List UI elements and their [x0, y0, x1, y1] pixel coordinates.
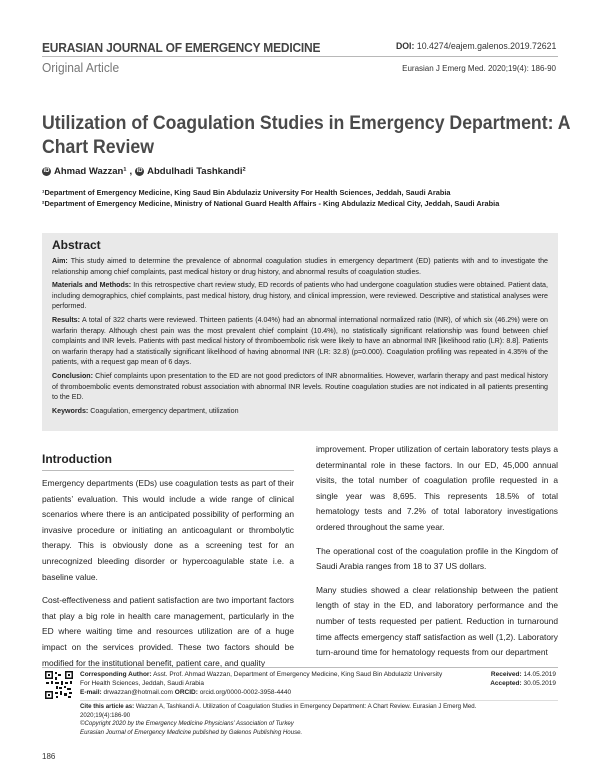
footer-divider — [42, 667, 558, 668]
email-label: E-mail: — [80, 688, 102, 696]
copyright-line: ©Copyright 2020 by the Emergency Medicine Physicians’ Association of Turkey — [80, 720, 294, 728]
intro-paragraph-5: Many studies showed a clear relationship between the patient length of stay in the ED, and laboratory performance and the number of tests requested per patient. Reduction in turnaround time affects emergency staff satisfaction as well (1,2). Laboratory turn-around time for hematology requests from our department — [316, 584, 558, 658]
results-label: Results: — [52, 315, 80, 324]
keywords-label: Keywords: — [52, 406, 89, 415]
intro-paragraph-3: improvement. Proper utilization of certain laboratory tests plays a determinantal role in these factors. In our ED, 45,000 annual visits, the total number of coagulation profile requested in a single year was 8,695. This represents 18.5% of total hematology tests and 7.2% of total laboratory investigations ordered throughout the same year. — [316, 444, 558, 532]
left-column — [42, 476, 294, 679]
orcid-label: ORCID: — [174, 688, 198, 696]
author-1: Ahmad Wazzan¹ — [54, 166, 127, 177]
methods-label: Materials and Methods: — [52, 281, 132, 290]
abstract-results — [52, 315, 548, 368]
orcid-icon[interactable]: iD — [136, 168, 143, 174]
qr-code-icon[interactable] — [44, 670, 74, 700]
title-line-2: Chart Review — [42, 137, 154, 158]
abstract-heading: Abstract — [52, 238, 101, 252]
journal-citation: Eurasian J Emerg Med. 2020;19(4): 186-90 — [402, 64, 556, 73]
introduction-heading: Introduction — [42, 452, 112, 466]
abstract-methods — [52, 280, 548, 312]
conclusion-text: Chief complaints upon presentation to the ED are not good predictors of INR abnormalities. However, warfarin therapy and past medical history of thromboembolic events demonstrated robust association with abnormal INR levels. Routine coagulation studies are not indicated in all patients presenting to the ED. — [52, 371, 548, 402]
conclusion-label: Conclusion: — [52, 371, 93, 380]
introduction-divider — [42, 470, 294, 471]
received-date: 14.05.2019 — [523, 671, 556, 678]
doi-value[interactable]: 10.4274/eajem.galenos.2019.72621 — [416, 41, 556, 52]
footer-subdivider — [80, 700, 558, 701]
aim-text: This study aimed to determine the prevalence of abnormal coagulation studies in emergency department (ED) patients with and to investigate the relationship among chief complaints, past medical history or drug history, and abnormal results of coagulation studies. — [52, 257, 548, 276]
orcid-link[interactable]: orcid.org/0000-0002-3958-4440 — [199, 688, 292, 696]
received-label: Received: — [490, 671, 522, 678]
header-divider — [42, 56, 558, 57]
abstract-conclusion — [52, 371, 548, 403]
right-column — [316, 442, 558, 669]
intro-paragraph-4: The operational cost of the coagulation profile in the Kingdom of Saudi Arabia ranges from 18 to 37 US dollars. — [316, 545, 558, 572]
accepted-label: Accepted: — [490, 679, 522, 687]
citation-block — [80, 703, 500, 737]
aim-label: Aim: — [52, 257, 68, 265]
corr-label: Corresponding Author: — [80, 671, 152, 678]
affiliation-1: ¹Department of Emergency Medicine, King Saud Bin Abdulaziz University For Health Sciences, Jeddah, Saudi Arabia — [42, 188, 451, 197]
article-type: Original Article — [42, 60, 120, 75]
page-number: 186 — [42, 752, 56, 761]
author-list — [42, 166, 246, 177]
orcid-icon[interactable]: iD — [43, 168, 50, 174]
author-separator: , — [129, 166, 133, 177]
article-title — [42, 112, 571, 160]
corresponding-author — [80, 671, 450, 697]
doi-label: DOI: — [395, 41, 415, 52]
methods-text: In this retrospective chart review study, ED records of patients who had undergone coagulation studies were obtained. Patient data, including demographics, chief complaints, past medical history, drug history, and clinical impression, were reviewed. Descriptive and statistical analyses were performed. — [52, 281, 548, 311]
accepted-date: 30.05.2019 — [523, 679, 556, 687]
cite-text: Wazzan A, Tashkandi A. Utilization of Coagulation Studies in Emergency Department: A Chart Review. Eurasian J Emerg Med. 2020;19(4):186-90 — [80, 703, 477, 719]
journal-name: EURASIAN JOURNAL OF EMERGENCY MEDICINE — [42, 40, 321, 55]
corr-text: Asst. Prof. Ahmad Wazzan, Department of Emergency Medicine, King Saud Bin Abdulaziz University For Health Sciences, Jeddah, Saudi Arabia — [80, 671, 443, 687]
abstract-keywords — [52, 406, 548, 417]
results-text: A total of 322 charts were reviewed. Thirteen patients (4.04%) had an abnormal international normalized ratio (INR), of which six (46.2%) were on warfarin therapy. Although chest pain was the most prevalent chief complaint (10.4%), no statistically significant relationship was found between chief complaints and INR levels. Patients with past medical history of thromboembolic risk were likely to have an abnormal INR [likelihood ratio (LR): 8.8]. Patients on warfarin therapy had a statistically significant likelihood of having abnormal INR (LR: 32.8) (p=0.000). Coagulation profiling was repeated in 4.35% of the patients, with a request gap mean of 6 days. — [52, 315, 548, 367]
publisher-line: Eurasian Journal of Emergency Medicine published by Galenos Publishing House. — [80, 728, 303, 736]
cite-label: Cite this article as: — [80, 703, 135, 710]
affiliation-2: ²Department of Emergency Medicine, Ministry of National Guard Health Affairs - King Abdulaziz Medical City, Jeddah, Saudi Arabia — [42, 199, 500, 208]
article-dates — [490, 671, 556, 689]
email-link[interactable]: drwazzan@hotmail.com — [103, 688, 173, 696]
keywords-text: Coagulation, emergency department, utilization — [90, 406, 239, 415]
intro-paragraph-1: Emergency departments (EDs) use coagulation tests as part of their patients’ evaluation. This would include a wide range of clinical scenarios where there is an anticipated possibility of performing an invasive procedure or initiating an anticoagulant or thrombolytic therapy. This is obviously done as a screening test for an unrecognized bleeding disorder or hypercoagulable state i.e. a baseline value. — [42, 478, 294, 582]
abstract-aim — [52, 256, 548, 277]
intro-paragraph-2: Cost-effectiveness and patient satisfaction are two important factors that play a big role in health care management, particularly in the ED where waiting time and resources utilization are of a huge impact on the services provided. These two factors should be modified for the institutional benefit, patient care, and quality — [42, 595, 294, 668]
doi[interactable] — [396, 41, 556, 52]
title-line-1: Utilization of Coagulation Studies in Emergency Department: A — [42, 113, 571, 134]
author-2: Abdulhadi Tashkandi² — [147, 166, 246, 177]
abstract-box — [42, 233, 558, 431]
